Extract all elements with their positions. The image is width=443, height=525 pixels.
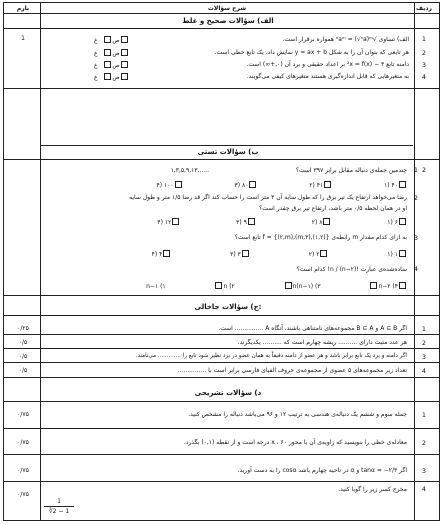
option-label: ۶ (۱ <box>387 219 398 226</box>
divider <box>4 481 439 482</box>
divider <box>4 454 439 455</box>
false-checkbox[interactable] <box>121 73 128 80</box>
option-checkbox[interactable] <box>399 218 406 225</box>
mc-options-2 <box>157 218 407 226</box>
true-checkbox[interactable] <box>104 49 111 56</box>
exam-sheet <box>3 2 440 521</box>
option-label: ۸ (۲ <box>311 219 323 226</box>
fill-blank-2: هر عدد مثبت دارای .......... ریشه چهارم است که .......... یکدیگرند. <box>237 339 407 346</box>
mc-options-1 <box>157 181 408 189</box>
fill-blank-1: اگر A ⊆ B و B ⊆ A مجموعه‌های نامتناهی باشند، آنگاه A ............... است. <box>218 325 407 332</box>
option-checkbox[interactable] <box>399 282 406 289</box>
true-checkbox[interactable] <box>104 73 111 80</box>
false-label: غ <box>94 50 98 57</box>
option-label: ۱۲ (۴ <box>157 219 172 226</box>
option-checkbox[interactable] <box>172 218 179 225</box>
option-checkbox[interactable] <box>324 181 331 188</box>
item-number: 3 <box>421 353 427 361</box>
divider <box>4 401 439 402</box>
true-label: ص <box>112 37 120 44</box>
true-checkbox[interactable] <box>104 36 111 43</box>
descriptive-question-1: جمله سوم و ششم یک دنباله‌ی هندسی به ترتیب ۱۲ و ۹۶ می‌باشد دنباله را مشخص کنید. <box>188 411 407 418</box>
option-checkbox[interactable] <box>242 250 249 257</box>
divider <box>4 428 439 429</box>
divider <box>4 348 439 349</box>
divider <box>4 334 439 335</box>
option-checkbox[interactable] <box>215 282 222 289</box>
option-label: n−۱ (۱ <box>146 283 166 290</box>
mc-question-2-cont: او در همان لحظه ۰/۵ متر باشد، ارتفاع تیر برق چقدر است؟ <box>259 205 407 212</box>
false-checkbox[interactable] <box>121 36 128 43</box>
part-a-score: 1 <box>21 35 25 42</box>
item-score: ۰/۷۵ <box>17 467 29 474</box>
fraction-expression <box>44 498 74 515</box>
true-label: ص <box>112 74 120 81</box>
true-label: ص <box>112 50 120 57</box>
question-number: 1 <box>413 166 419 174</box>
false-label: غ <box>94 62 98 69</box>
mc-question-1-sequence: ۱,۳,۵,۹,۱۳,..... <box>170 167 209 174</box>
divider <box>4 295 439 296</box>
option-label: ۱ (۱ <box>387 251 398 258</box>
option-label: ۹ (۳ <box>236 219 247 226</box>
fill-blank-3: اگر دامنه و برد یک تابع برابر باشد و هر عضو از دامنه دقیقاً به همان عضو در برد نظیر شود تابع را ............. می‌نامند. <box>135 353 407 359</box>
option-checkbox[interactable] <box>320 250 327 257</box>
section-b-title: ب) سؤالات تستی <box>197 148 259 156</box>
item-score: ۰/۷۵ <box>17 439 29 446</box>
fraction-numerator: 1 <box>44 498 74 507</box>
option-checkbox[interactable] <box>163 250 170 257</box>
header-question-label: شرح سؤالات <box>207 5 247 12</box>
question-number: 2 <box>413 194 419 202</box>
option-checkbox[interactable] <box>285 282 292 289</box>
divider <box>4 362 439 363</box>
option-label: n (۲ <box>223 283 235 290</box>
tf-item-number: 4 <box>421 73 427 81</box>
option-label: ۴۰ (۱ <box>384 182 398 189</box>
option-checkbox[interactable] <box>399 181 406 188</box>
true-checkbox[interactable] <box>104 61 111 68</box>
tf-item-1: الف) تساوی √ⁿaᵐ = (√ⁿa)ᵐ همواره برقرار است. <box>282 36 409 43</box>
item-number: 2 <box>421 439 427 447</box>
fraction-denominator: ∛2 − 1 <box>48 508 70 515</box>
option-checkbox[interactable] <box>249 181 256 188</box>
mc-options-3 <box>152 250 407 258</box>
item-number: 2 <box>421 339 427 347</box>
tf-item-number: 3 <box>421 61 427 69</box>
item-number: 1 <box>421 325 427 333</box>
option-checkbox[interactable] <box>323 218 330 225</box>
false-label: غ <box>94 74 98 81</box>
header-row-label: ردیف <box>416 5 432 12</box>
header-divider <box>4 13 439 14</box>
section-a-title: الف) سؤالات صحیح و غلط <box>182 17 274 25</box>
mc-options-4 <box>146 282 407 290</box>
option-checkbox[interactable] <box>248 218 255 225</box>
option-checkbox[interactable] <box>399 250 406 257</box>
option-label: n(n−۱) (۳ <box>292 283 321 290</box>
true-label: ص <box>112 62 120 69</box>
tf-choices <box>94 49 129 57</box>
tf-choices <box>94 61 129 69</box>
false-checkbox[interactable] <box>121 61 128 68</box>
option-label: ۳ (۳ <box>230 251 241 258</box>
divider <box>4 315 439 316</box>
mc-question-1: چندمین جمله‌ی دنباله مقابل برابر ۳۹۷ است؟ <box>295 167 407 174</box>
fill-blank-4: تعداد زیر مجموعه‌های ۵ عضوی از مجموعه‌ی حروف الفبای فارسی برابر است با ............... <box>177 367 407 374</box>
divider <box>4 159 439 160</box>
question-number: 3 <box>413 234 419 242</box>
item-score: ۰/۵ <box>18 353 28 360</box>
option-checkbox[interactable] <box>175 181 182 188</box>
descriptive-question-2: معادله‌ی خطی را بنویسید که زاویه‌ی آن با محور x ، ۶۰ درجه است و از نقطه (۰,۱) بگذرد. <box>183 439 407 446</box>
tf-item-3: دامنه تابع ۳ − ²x = f(x) بر اعداد حقیقی و برد آن (۰,+∞) است. <box>246 61 409 68</box>
option-checkbox[interactable] <box>370 282 377 289</box>
part-a-number: 1 <box>421 35 427 43</box>
tf-item-4: به متغیرهایی که قابل اندازه‌گیری هستند متغیرهای کیفی می‌گویند. <box>246 73 409 80</box>
header-score-label: بارم <box>16 5 30 12</box>
option-label: n−۲ (۴ <box>378 283 398 290</box>
false-label: غ <box>94 37 98 44</box>
score-column-divider <box>40 3 41 520</box>
section-d-title: د) سؤالات تشریحی <box>194 389 262 397</box>
mc-question-2: رضا می‌خواهد ارتفاع یک تیر برق را که طول سایه آن ۳ متر است را حساب کند اگر قد رضا ۱/۵ متر و طول سایه <box>129 194 407 201</box>
item-score: ۰/۲۵ <box>17 325 29 332</box>
item-score: ۰/۷۵ <box>17 411 29 418</box>
item-number: 1 <box>421 411 427 419</box>
question-number: 4 <box>413 265 419 273</box>
option-label: ۴ (۴ <box>151 251 163 258</box>
tf-item-number: 2 <box>421 49 427 57</box>
mc-question-3: به ازای کدام مقدار m رابطه‌ی {(۱,۲),(m,۳),(۲,m)} = f تابع است؟ <box>234 234 407 241</box>
part-b-number: 2 <box>421 166 427 174</box>
divider <box>4 88 439 89</box>
option-label: ۴۱ (۲ <box>309 182 324 189</box>
mc-question-4: ساده‌شده‌ی عبارت !n / (n−۲)! کدام است؟ <box>296 266 407 273</box>
divider <box>4 377 439 378</box>
descriptive-question-3: اگر tanα = −۲/۳ و α در ناحیه چهارم باشد cosα را به دست آورید. <box>237 467 407 474</box>
option-label: ۸۰ (۳ <box>234 182 249 189</box>
divider <box>40 145 413 146</box>
item-score: ۰/۵ <box>18 367 28 374</box>
item-score: ۰/۷۵ <box>17 491 29 498</box>
item-number: 4 <box>421 485 427 493</box>
section-c-title: ج) سؤالات جاخالی: <box>194 303 262 311</box>
option-label: ۱۰۰ (۴ <box>156 182 174 189</box>
tf-item-2: هر تابعی که بتوان آن را به شکل y = ax + b نمایش داد، یک تابع خطی است. <box>214 49 409 56</box>
item-score: ۰/۵ <box>18 339 28 346</box>
tf-choices <box>94 73 129 81</box>
tf-choices <box>94 36 129 44</box>
false-checkbox[interactable] <box>121 49 128 56</box>
item-number: 4 <box>421 367 427 375</box>
descriptive-question-4: مخرج کسر زیر را گویا کنید. <box>338 486 407 493</box>
divider <box>4 28 439 29</box>
item-number: 3 <box>421 467 427 475</box>
option-label: ۲ (۲ <box>308 251 320 258</box>
